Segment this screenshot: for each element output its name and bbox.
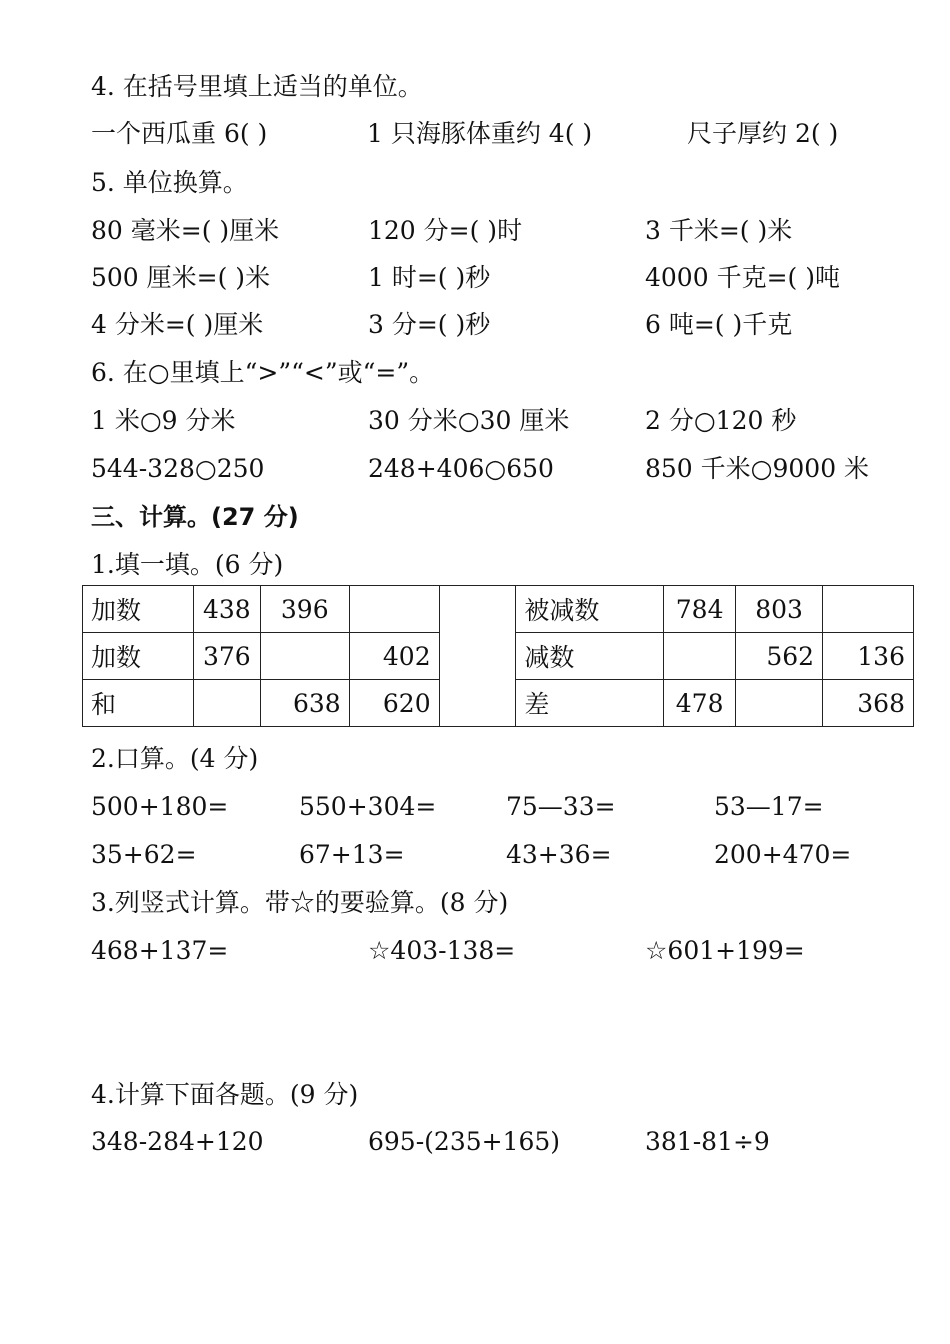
q5-item: 80 毫米=( )厘米: [91, 216, 280, 245]
q4-item-dolphin: 1 只海豚体重约 4( ): [367, 119, 593, 148]
q5-item: 4000 千克=( )吨: [645, 263, 840, 292]
q5-item: 3 千米=( )米: [645, 216, 793, 245]
minuend-label: 被减数: [516, 586, 664, 633]
answer-cell[interactable]: [664, 633, 736, 680]
c2-item: 200+470=: [714, 840, 852, 869]
q6-item: 544-328○250: [91, 454, 265, 483]
q4-item-ruler: 尺子厚约 2( ): [687, 119, 839, 148]
table-cell: 562: [736, 633, 823, 680]
q4-items: [91, 119, 911, 149]
q5-title: 5. 单位换算。: [91, 168, 248, 197]
q5-item: 3 分=( )秒: [368, 310, 491, 339]
table-cell: 620: [349, 680, 439, 727]
c2-title: 2.口算。(4 分): [91, 744, 259, 773]
c2-item: 43+36=: [506, 840, 612, 869]
fill-table: [82, 585, 914, 727]
table-cell: 803: [736, 586, 823, 633]
answer-cell[interactable]: [823, 586, 914, 633]
c3-row: [91, 936, 911, 966]
addend-label: 加数: [83, 633, 194, 680]
q6-item: 1 米○9 分米: [91, 406, 236, 435]
subtrahend-label: 减数: [516, 633, 664, 680]
c4-title: 4.计算下面各题。(9 分): [91, 1080, 359, 1109]
c4-row: [91, 1127, 911, 1157]
answer-cell[interactable]: [736, 680, 823, 727]
q5-item: 4 分米=( )厘米: [91, 310, 264, 339]
c4-item: 348-284+120: [91, 1127, 264, 1156]
c2-item: 550+304=: [299, 792, 437, 821]
table-gap: [439, 586, 516, 727]
answer-cell[interactable]: [349, 586, 439, 633]
q6-item: 850 千米○9000 米: [645, 454, 870, 483]
q6-row: [91, 406, 911, 436]
q6-item: 2 分○120 秒: [645, 406, 797, 435]
table-cell: 638: [260, 680, 349, 727]
q6-row: [91, 454, 911, 484]
table-cell: 376: [193, 633, 260, 680]
table-cell: 478: [664, 680, 736, 727]
q5-item: 500 厘米=( )米: [91, 263, 271, 292]
difference-label: 差: [516, 680, 664, 727]
table-cell: 136: [823, 633, 914, 680]
c2-row: [91, 792, 911, 822]
q5-item: 120 分=( )时: [368, 216, 523, 245]
addend-label: 加数: [83, 586, 194, 633]
q6-item: 30 分米○30 厘米: [368, 406, 570, 435]
c3-item: ☆601+199=: [645, 936, 805, 965]
c2-item: 500+180=: [91, 792, 229, 821]
q5-row: [91, 216, 911, 246]
c2-item: 35+62=: [91, 840, 197, 869]
c3-item: ☆403-138=: [368, 936, 516, 965]
table-cell: 368: [823, 680, 914, 727]
section-heading: 三、计算。(27 分): [91, 503, 299, 531]
c2-item: 53—17=: [714, 792, 824, 821]
q6-title: 6. 在○里填上“>”“<”或“=”。: [91, 358, 435, 387]
answer-cell[interactable]: [260, 633, 349, 680]
q5-item: 6 吨=( )千克: [645, 310, 793, 339]
c3-item: 468+137=: [91, 936, 229, 965]
table-cell: 438: [193, 586, 260, 633]
q5-row: [91, 310, 911, 340]
c4-item: 695-(235+165): [368, 1127, 561, 1156]
q5-row: [91, 263, 911, 293]
table-cell: 784: [664, 586, 736, 633]
c1-title: 1.填一填。(6 分): [91, 550, 284, 579]
table-cell: 396: [260, 586, 349, 633]
q5-item: 1 时=( )秒: [368, 263, 491, 292]
c4-item: 381-81÷9: [645, 1127, 770, 1156]
table-cell: 402: [349, 633, 439, 680]
sum-label: 和: [83, 680, 194, 727]
c3-title: 3.列竖式计算。带☆的要验算。(8 分): [91, 888, 509, 917]
q4-item-watermelon: 一个西瓜重 6( ): [91, 119, 268, 148]
c2-item: 67+13=: [299, 840, 405, 869]
answer-cell[interactable]: [193, 680, 260, 727]
c2-item: 75—33=: [506, 792, 616, 821]
table-row: [83, 586, 914, 633]
q4-title: 4. 在括号里填上适当的单位。: [91, 72, 423, 101]
q6-item: 248+406○650: [368, 454, 554, 483]
c2-row: [91, 840, 911, 870]
